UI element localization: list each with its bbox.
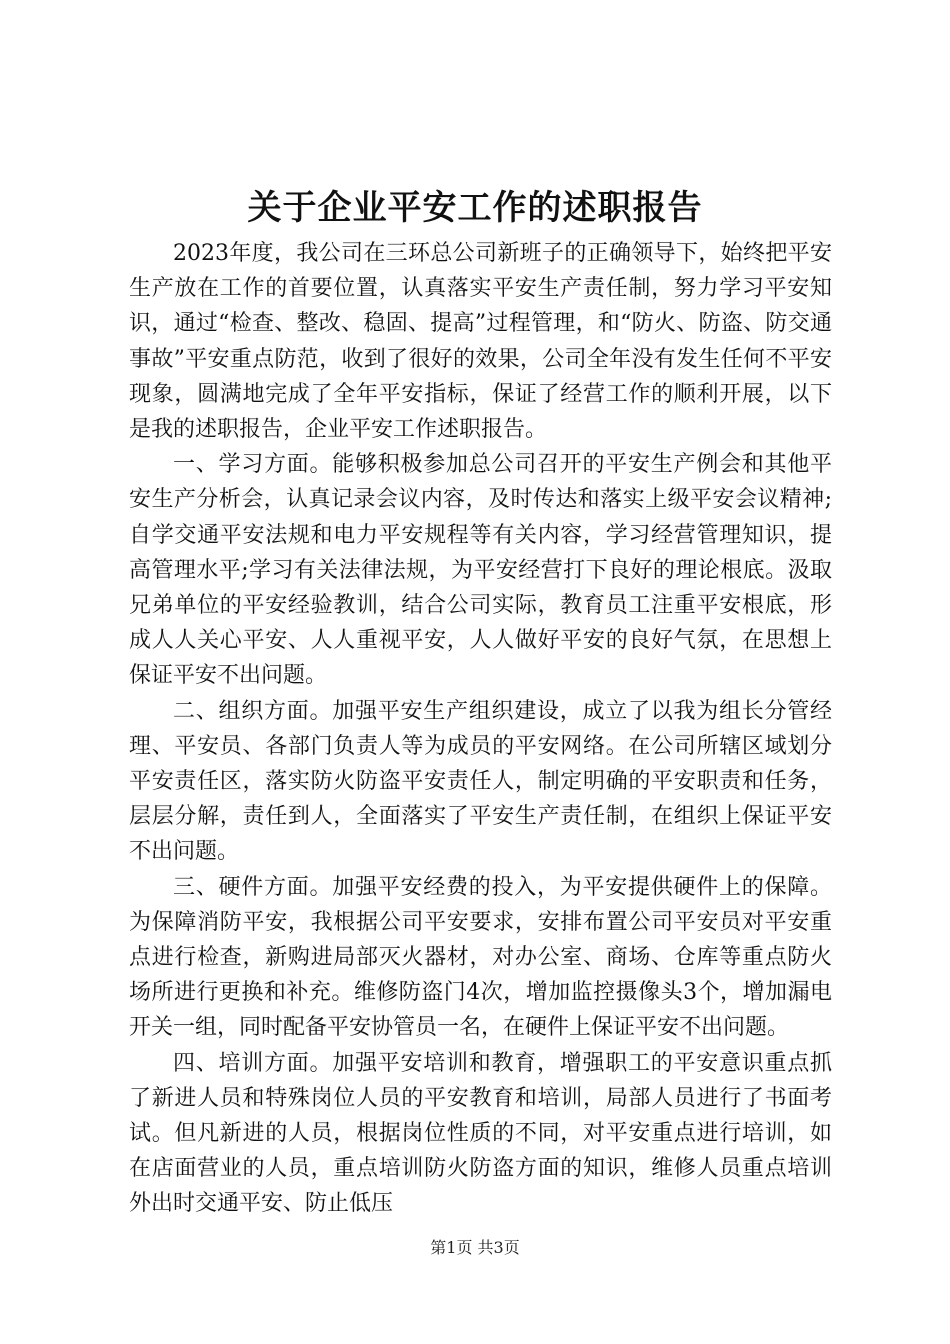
page-footer [0,1236,950,1260]
page-indicator: 第1页 共3页 [430,1238,520,1257]
paragraph-organization: 二、组织方面。加强平安生产组织建设，成立了以我为组长分管经理、平安员、各部门负责人等为成员的平安网络。在公司所辖区域划分平安责任区，落实防火防盗平安责任人，制定明确的平安职责和任务，层层分解，责任到人，全面落实了平安生产责任制，在组织上保证平安不出问题。 [129,698,832,865]
paragraph-hardware: 三、硬件方面。加强平安经费的投入，为平安提供硬件上的保障。为保障消防平安，我根据公司平安要求，安排布置公司平安员对平安重点进行检查，新购进局部灭火器材，对办公室、商场、仓库等重点防火场所进行更换和补充。维修防盗门4次，增加监控摄像头3个，增加漏电开关一组，同时配备平安协管员一名，在硬件上保证平安不出问题。 [129,874,832,1041]
paragraph-training: 四、培训方面。加强平安培训和教育，增强职工的平安意识重点抓了新进人员和特殊岗位人员的平安教育和培训，局部人员进行了书面考试。但凡新进的人员，根据岗位性质的不同，对平安重点进行培训，如在店面营业的人员，重点培训防火防盗方面的知识，维修人员重点培训外出时交通平安、防止低压 [129,1050,832,1217]
document-body [129,236,832,1222]
document-title: 关于企业平安工作的述职报告 [247,188,703,228]
paragraph-intro: 2023年度，我公司在三环总公司新班子的正确领导下，始终把平安生产放在工作的首要位置，认真落实平安生产责任制，努力学习平安知识，通过“检查、整改、稳固、提高”过程管理，和“防火、防盗、防交通事故”平安重点防范，收到了很好的效果，公司全年没有发生任何不平安现象，圆满地完成了全年平安指标，保证了经营工作的顺利开展，以下是我的述职报告，企业平安工作述职报告。 [129,241,832,443]
paragraph-study: 一、学习方面。能够积极参加总公司召开的平安生产例会和其他平安生产分析会，认真记录会议内容，及时传达和落实上级平安会议精神;自学交通平安法规和电力平安规程等有关内容，学习经营管理知识，提高管理水平;学习有关法律法规，为平安经营打下良好的理论根底。汲取兄弟单位的平安经验教训，结合公司实际，教育员工注重平安根底，形成人人关心平安、人人重视平安，人人做好平安的良好气氛，在思想上保证平安不出问题。 [129,452,832,689]
